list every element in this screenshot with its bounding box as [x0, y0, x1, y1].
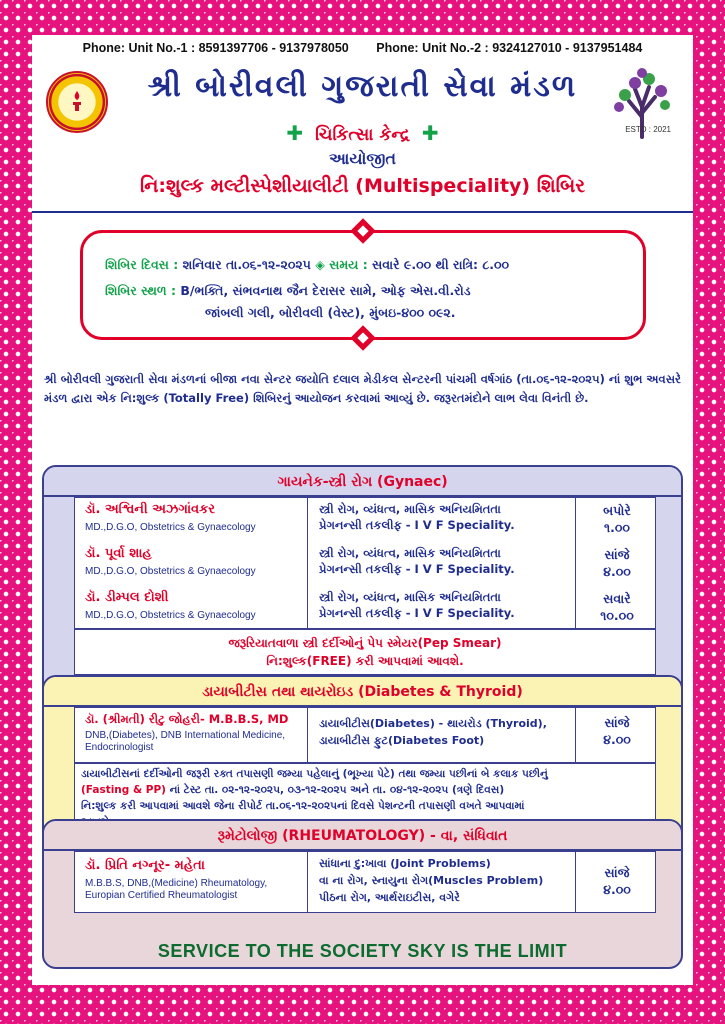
- diabetes-note-line3: નિ:શુલ્ક કરી આપવામાં આવશે જેના રીપોર્ટ તા.૦૬-૧૨-૨૦૨૫નાં દિવસે પેશન્ટની તપાસણી વખતે આપવામાં: [81, 800, 525, 812]
- diabetes-note-line2: [81, 782, 504, 798]
- doctor-name: ડૉ. (શ્રીમતી) રીટુ જોહરી- M.B.B.S, MD: [85, 712, 289, 726]
- doctor-name: ડૉ. પૂર્વા શાહ: [85, 546, 152, 561]
- specialty-line: પ્રેગનન્સી તકલીફ - I V F Speciality.: [319, 518, 515, 532]
- doctor-qualification: MD.,D.G.O, Obstetrics & Gynaecology: [85, 522, 256, 533]
- rheumatology-heading: રૂમેટોલોજી (RHEUMATOLOGY) - વા, સંધિવાત: [44, 821, 681, 851]
- camp-day-label: શિબિર દિવસ :: [105, 257, 179, 272]
- doctor-name: ડૉ. અશ્વિની અઝગાંવકર: [85, 502, 216, 517]
- timing: [580, 546, 654, 580]
- diabetes-note-line2-text: નાં ટેસ્ટ તા. ૦૨-૧૨-૨૦૨૫, ૦૩-૧૨-૨૦૨૫ અને તા. ૦૪-૧૨-૨૦૨૫ (ત્રણે દિવસ): [165, 784, 505, 796]
- timing-value: ૪.૦૦: [603, 732, 631, 747]
- organisation-name: શ્રી બોરીવલી ગુજરાતી સેવા મંડળ: [147, 69, 578, 104]
- specialty-line: ડાયાબીટીસ(Diabetes) - થાયરોડ (Thyroid),: [319, 717, 547, 730]
- timing: [580, 714, 654, 748]
- footer-slogan: SERVICE TO THE SOCIETY SKY IS THE LIMIT: [157, 941, 568, 961]
- header-divider: [32, 211, 693, 213]
- doctor-qualification: DNB,(Diabetes), DNB International Medicine,: [85, 730, 286, 741]
- specialty-line: પ્રેગનન્સી તકલીફ - I V F Speciality.: [319, 606, 515, 620]
- column-divider: [575, 498, 576, 628]
- diabetes-heading: ડાયાબીટીસ તથા થાયરોઇડ (Diabetes & Thyroid): [44, 677, 681, 707]
- specialty-line: સ્ત્રી રોગ, વ્યંધત્વ, માસિક અનિયમિતતા: [319, 590, 501, 604]
- pap-smear-note-line1: જરૂરિયાતવાળા સ્ત્રી દર્દીઓનું પેપ સ્મેયર(Pep Smear): [228, 636, 502, 650]
- gynaec-doctor-table: [74, 497, 656, 629]
- medical-cross-icon: ✚: [421, 121, 439, 145]
- camp-day-row: [105, 257, 509, 273]
- column-divider: [307, 708, 308, 762]
- camp-place-line2: જાંબલી ગલી, બોરીવલી (વેસ્ટ), મુંબઇ-૪૦૦ ૦૯૨.: [205, 305, 456, 320]
- chikitsa-kendra-title: [32, 121, 693, 145]
- kendra-label: ચિકિત્સા કેન્દ્ર: [315, 125, 410, 145]
- timing-label: બપોરે: [603, 503, 631, 518]
- camp-place-row: [105, 283, 471, 299]
- doctor-qualification: M.B.B.S, DNB,(Medicine) Rheumatology,: [85, 878, 268, 889]
- separator-diamond-icon: ◈: [315, 257, 330, 272]
- specialty-line: ડાયાબીટીસ ફુટ(Diabetes Foot): [319, 734, 485, 747]
- doctor-qualification: MD.,D.G.O, Obstetrics & Gynaecology: [85, 566, 256, 577]
- column-divider: [575, 708, 576, 762]
- timing-value: ૧૦.૦૦: [600, 608, 634, 623]
- camp-place-label: શિબિર સ્થળ :: [105, 283, 177, 298]
- column-divider: [307, 852, 308, 912]
- specialty-line: સાંધાના દુ:ખાવા (Joint Problems): [319, 857, 491, 870]
- pap-smear-note-box: [74, 629, 656, 675]
- intro-paragraph: શ્રી બોરીવલી ગુજરાતી સેવા મંડળનાં બીજા નવા સેન્ટર જયોતિ દલાલ મેડીકલ સેન્ટરની પાંચમી વર્ષગાંઠ (તા.૦૬-૧૨-૨૦૨૫) નાં શુભ અવસરે મંડળ દ્વારા એક નિ:શુલ્ક (Totally Free) શિબિરનું આયોજન કરવામાં આવ્યું છે. જરૂરતમંદોને લાભ લેવા વિનંતી છે.: [44, 372, 681, 405]
- doctor-qualification: Endocrinologist: [85, 742, 154, 753]
- doctor-qualification: MD.,D.G.O, Obstetrics & Gynaecology: [85, 610, 256, 621]
- timing-value: ૧.૦૦: [604, 520, 630, 535]
- camp-time-label: સમય :: [329, 257, 368, 272]
- doctor-qualification: Europian Certified Rheumatologist: [85, 890, 238, 901]
- doctor-name: ડૉ. પ્રિતિ નગ્નૂર- મહેતા: [85, 858, 205, 873]
- diamond-ornament-icon: [350, 325, 375, 350]
- specialty-line: વા ના રોગ, સ્નાયુના રોગ(Muscles Problem): [319, 874, 544, 887]
- gynaec-heading: ગાયનેક-સ્ત્રી રોગ (Gynaec): [44, 467, 681, 497]
- pap-smear-note-line2: નિ:શુલ્ક(FREE) કરી આપવામાં આવશે.: [266, 654, 464, 668]
- column-divider: [307, 498, 308, 628]
- timing-label: સવારે: [603, 591, 631, 606]
- rheumatology-doctor-table: [74, 851, 656, 913]
- timing: [580, 502, 654, 536]
- timing-value: ૪.૦૦: [603, 564, 631, 579]
- specialty-line: સ્ત્રી રોગ, વ્યંધત્વ, માસિક અનિયમિતતા: [319, 546, 501, 560]
- diabetes-note-line1: ડાયાબીટીસનાં દર્દીઓની જરૂરી રક્ત તપાસણી જમ્યા પહેલાનું (ભૂખ્યા પેટે) તથા જમ્યા પછીનાં બે કલાક પછીનું: [81, 768, 548, 780]
- organised-label: આયોજીત: [328, 149, 397, 168]
- camp-place-line1: B/ભક્તિ, સંભવનાથ જૈન દેરાસર સામે, ઓફ એસ.વી.રોડ: [180, 283, 471, 298]
- phone-numbers: [32, 41, 693, 55]
- fasting-pp-label: (Fasting & PP): [81, 784, 166, 796]
- timing-value: ૪.૦૦: [603, 882, 631, 897]
- timing: [580, 864, 654, 898]
- specialty-line: પીઠના રોગ, આર્થરાઇટીસ, વગેરે: [319, 891, 460, 904]
- medical-cross-icon: ✚: [286, 121, 304, 145]
- camp-title: નિ:શુલ્ક મલ્ટીસ્પેશીયાલીટી (Multispeciality) શિબિર: [139, 175, 586, 197]
- established-year: ESTD : 2021: [625, 125, 671, 134]
- timing-label: સાંજે: [604, 715, 630, 730]
- camp-info-frame: [80, 230, 646, 340]
- timing-label: સાંજે: [604, 865, 630, 880]
- specialty-line: પ્રેગનન્સી તકલીફ - I V F Speciality.: [319, 562, 515, 576]
- camp-day-value: શનિવાર તા.૦૬-૧૨-૨૦૨૫: [182, 257, 311, 272]
- doctor-name: ડૉ. ડીમ્પલ દોશી: [85, 590, 169, 605]
- column-divider: [575, 852, 576, 912]
- camp-time-value: સવારે ૯.૦૦ થી રાત્રિ: ૮.૦૦: [372, 257, 510, 272]
- timing-label: સાંજે: [604, 547, 630, 562]
- diamond-ornament-icon: [350, 218, 375, 243]
- poster: [32, 35, 693, 985]
- timing: [580, 590, 654, 624]
- phone-unit-1: Phone: Unit No.-1 : 8591397706 - 9137978050: [82, 41, 349, 55]
- phone-unit-2: Phone: Unit No.-2 : 9324127010 - 9137951484: [376, 41, 643, 55]
- diabetes-doctor-table: [74, 707, 656, 763]
- specialty-line: સ્ત્રી રોગ, વ્યંધત્વ, માસિક અનિયમિતતા: [319, 502, 501, 516]
